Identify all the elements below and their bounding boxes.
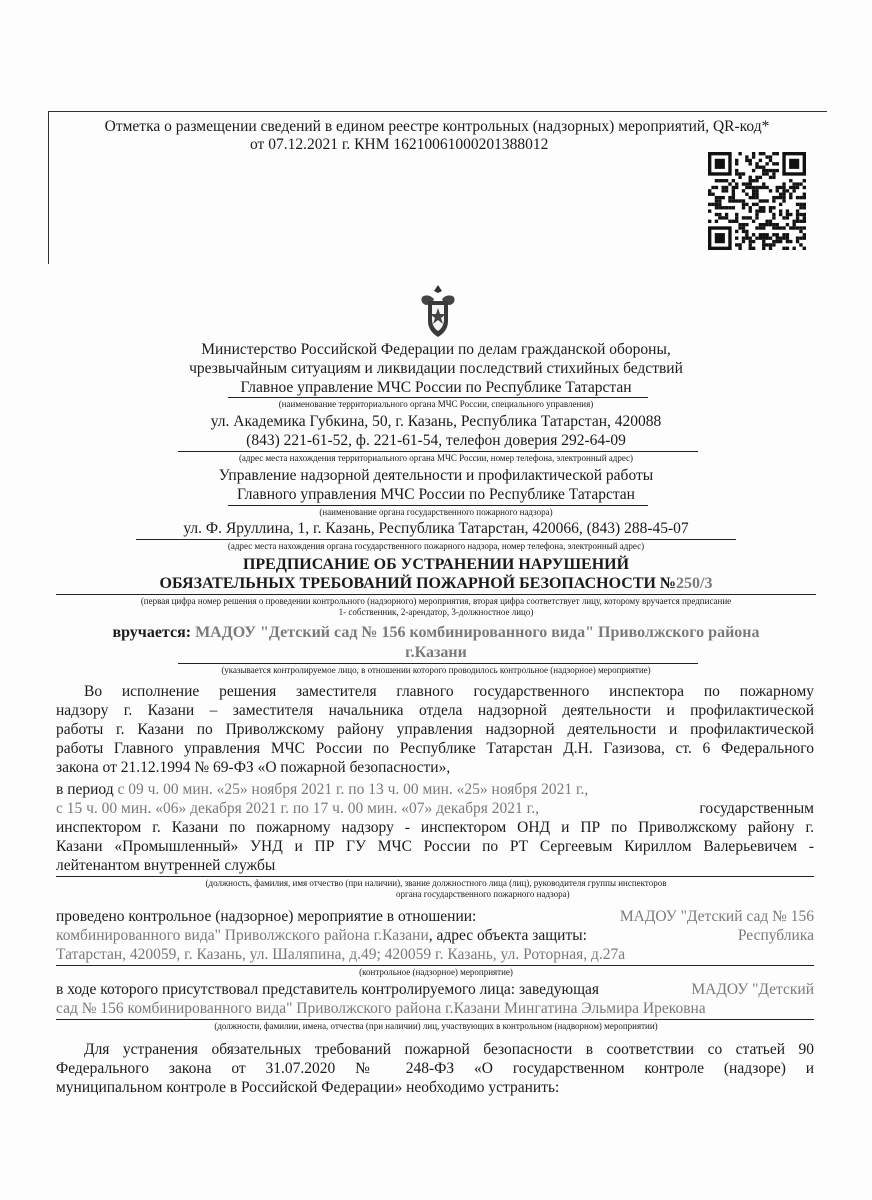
present-name-1: МАДОУ "Детский (691, 981, 814, 998)
dept-address-caption: (адрес места нахождения органа государственного пожарного надзора, номер телефона, электронный адрес) (227, 541, 645, 551)
inspector-caption-1: (должность, фамилия, имя отчество (при наличии), звание должностного лица (лиц), руководителя группы инспекторов (205, 878, 667, 888)
period-line-2 (56, 799, 814, 818)
period-2: с 15 ч. 00 мин. «06» декабря 2021 г. по 17 ч. 00 мин. «07» декабря 2021 г., (56, 800, 539, 817)
registry-line-2: от 07.12.2021 г. КНМ 16210061000201388012 (250, 136, 549, 153)
recipient-line-1 (0, 623, 872, 643)
body-p1-line-4: работы Главного управления МЧС России по Республике Татарстан Д.Н. Газизова, ст. 6 Федерального (56, 740, 814, 757)
prescription-number: 250/3 (676, 575, 713, 592)
body-p1-line-2: надзору г. Казани – заместителя начальника отдела надзорной деятельности и профилактической (56, 702, 814, 719)
registry-line-1: Отметка о размещении сведений в едином реестре контрольных (надзорных) мероприятий, QR-код* (104, 118, 770, 135)
inspector-line-1: инспектором г. Казани по пожарному надзору - инспектором ОНД и ПР по Приволжскому району г. (56, 819, 814, 836)
title-text: ОБЯЗАТЕЛЬНЫХ ТРЕБОВАНИЙ ПОЖАРНОЙ БЕЗОПАСНОСТИ № (159, 575, 677, 592)
qr-code-icon (708, 152, 806, 250)
dept-address: ул. Ф. Яруллина, 1, г. Казань, Республика Татарстан, 420066, (843) 288-45-07 (183, 520, 689, 537)
final-line-3: муниципальном контроле в Российской Федерации» необходимо устранить: (56, 1079, 560, 1096)
inspector-line-2: Казани «Промышленный» УНД и ПР ГУ МЧС России по РТ Сергеевым Кириллом Валерьевичем - (56, 838, 814, 855)
body-p1-line-1: Во исполнение решения заместителя главного государственного инспектора по пожарному (84, 683, 814, 700)
title-line-2 (0, 574, 872, 593)
period-label: в период (56, 781, 114, 798)
ministry-address-2: (843) 221-61-52, ф. 221-61-54, телефон доверия 292-64-09 (246, 432, 626, 449)
ministry-line-2: чрезвычайным ситуациям и ликвидации последствий стихийных бедствий (189, 360, 683, 377)
recipient-name-2: г.Казани (405, 644, 467, 661)
ministry-line-1: Министерство Российской Федерации по делам гражданской обороны, (201, 341, 671, 358)
object-address-1: Республика (737, 927, 814, 944)
ministry-address-1: ул. Академика Губкина, 50, г. Казань, Республика Татарстан, 420088 (210, 413, 662, 430)
recipient-caption: (указывается контролируемое лицо, в отношении которого проводилось контрольное (надзорное) мероприятие) (221, 665, 651, 675)
period-1: с 09 ч. 00 мин. «25» ноября 2021 г. по 13 ч. 00 мин. «25» ноября 2021 г., (117, 781, 589, 798)
present-line-1 (56, 980, 814, 999)
body-p1-line-5: закона от 21.12.1994 № 69-ФЗ «О пожарной безопасности», (56, 759, 451, 776)
object-address-label: , адрес объекта защиты: (428, 927, 587, 944)
inspector-line-3: лейтенантом внутренней службы (56, 857, 276, 874)
ministry-line-3: Главное управление МЧС России по Республике Татарстан (240, 379, 632, 396)
object-name-1: МАДОУ "Детский сад № 156 (619, 908, 814, 925)
dept-caption: (наименование органа государственного пожарного надзора) (319, 507, 553, 517)
present-name-2: сад № 156 комбинированного вида" Приволжского района г.Казани Мингатина Эльмира Ирековна (56, 1000, 706, 1017)
recipient-label: вручается: (112, 624, 192, 641)
mchs-emblem-icon (414, 283, 462, 341)
object-address-2: Татарстан, 420059, г. Казань, ул. Шаляпина, д.49; 420059 г. Казань, ул. Роторная, д.27а (56, 946, 626, 963)
ministry-address-caption: (адрес места нахождения территориального органа МЧС России, номер телефона, электронный адрес) (238, 453, 634, 463)
present-caption: (должности, фамилии, имена, отчества (при наличии) лиц, участвующих в контрольном (надворном) мероприятии) (214, 1021, 658, 1031)
final-line-1: Для устранения обязательных требований пожарной безопасности в соответствии со статьей 90 (84, 1041, 814, 1058)
title-caption-2: 1- собственник, 2-арендатор, 3-должностное лицо) (338, 607, 534, 617)
title-line-1: ПРЕДПИСАНИЕ ОБ УСТРАНЕНИИ НАРУШЕНИЙ (242, 556, 630, 573)
object-line-1 (56, 907, 814, 926)
title-caption-1: (первая цифра номер решения о проведении контрольного (надзорного) мероприятия, вторая цифра соответствует лицу, которому вручается предписание (140, 596, 732, 606)
object-caption: (контрольное (надзорное) мероприятие) (359, 967, 513, 977)
object-name-2: комбинированного вида" Приволжского района г.Казани (56, 927, 429, 944)
object-intro: проведено контрольное (надзорное) мероприятие в отношении: (56, 908, 477, 925)
ministry-caption: (наименование территориального органа МЧС России, специального управления) (278, 399, 594, 409)
recipient-name: МАДОУ "Детский сад № 156 комбинированного вида" Приволжского района (195, 624, 760, 641)
present-intro: в ходе которого присутствовал представитель контролируемого лица: заведующая (56, 981, 600, 998)
dept-line-1: Управление надзорной деятельности и профилактической работы (218, 467, 654, 484)
period-2-tail: государственным (699, 800, 814, 817)
period-line-1 (56, 780, 814, 799)
final-line-2: Федерального закона от 31.07.2020 № 248-ФЗ «О государственном контроле (надзоре) и (56, 1060, 814, 1077)
body-p1-line-3: работы г. Казани по Приволжскому району управления надзорной деятельности и профилактической (56, 721, 814, 738)
object-line-2 (56, 926, 814, 945)
inspector-caption-2: органа государственного пожарного надзора) (396, 889, 570, 899)
dept-line-2: Главного управления МЧС России по Республике Татарстан (237, 486, 635, 503)
